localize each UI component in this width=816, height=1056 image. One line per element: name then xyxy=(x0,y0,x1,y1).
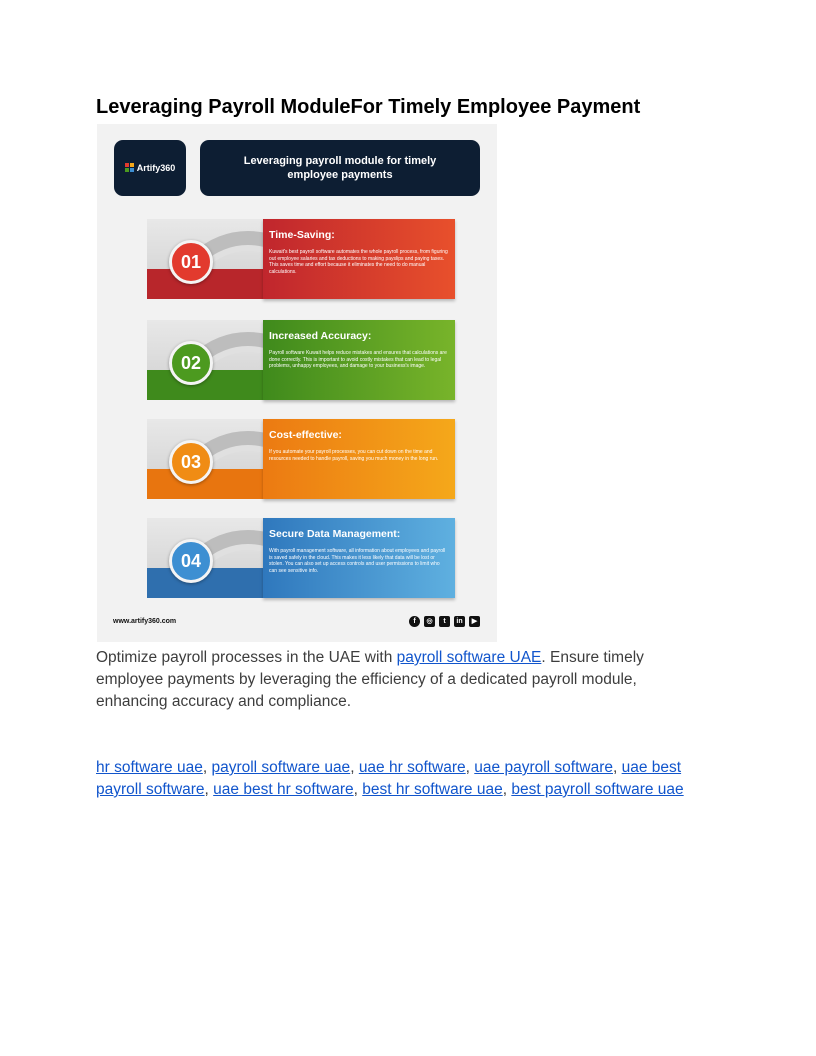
tag-link[interactable]: payroll software uae xyxy=(211,759,351,776)
tag-link[interactable]: best payroll software uae xyxy=(511,781,684,798)
card-text: With payroll management software, all information about employees and payroll is saved safely in the cloud. This makes it less likely that data will be lost or stolen. You can also set up access controls and user permissions to limit who can see sensitive info. xyxy=(269,548,446,574)
payroll-software-uae-link[interactable]: payroll software UAE xyxy=(396,649,542,666)
tag-link[interactable]: best hr software uae xyxy=(362,781,503,798)
tag-link[interactable]: uae best hr software xyxy=(213,781,354,798)
instagram-icon: ◎ xyxy=(424,616,435,627)
card-text: Payroll software Kuwait helps reduce mistakes and ensures that calculations are done correctly. This is important to avoid costly mistakes that can lead to legal problems, unhappy employees, and damage to your business's image. xyxy=(269,350,447,370)
tag-link[interactable]: hr software uae xyxy=(96,759,203,776)
youtube-icon: ▶ xyxy=(469,616,480,627)
card-number: 02 xyxy=(169,341,213,385)
card-secure-data xyxy=(147,518,455,598)
tag-link[interactable]: uae payroll software xyxy=(474,759,613,776)
card-cost-effective xyxy=(147,419,455,499)
infographic-header-text: Leveraging payroll module for timely employee payments xyxy=(243,155,437,181)
card-title: Time-Saving: xyxy=(269,229,335,241)
linkedin-icon: in xyxy=(454,616,465,627)
twitter-icon: t xyxy=(439,616,450,627)
payroll-infographic xyxy=(97,124,497,642)
card-title: Increased Accuracy: xyxy=(269,330,372,342)
website-url: www.artify360.com xyxy=(113,618,177,625)
card-text: If you automate your payroll processes, you can cut down on the time and resources needed to handle payroll, saving you much money in the long run. xyxy=(269,449,439,462)
tag-links: hr software uae, payroll software uae, uae hr software, uae payroll software, uae best payroll software, uae best hr software, best hr software uae, best payroll software uae xyxy=(96,759,684,798)
tag-link[interactable]: uae hr software xyxy=(358,759,466,776)
card-time-saving xyxy=(147,219,455,299)
social-icons xyxy=(409,616,480,627)
card-increased-accuracy xyxy=(147,320,455,400)
page-title: Leveraging Payroll ModuleFor Timely Employee Payment xyxy=(96,96,641,118)
logo xyxy=(114,140,186,196)
infographic-header xyxy=(200,140,480,196)
tag-link[interactable]: uae best payroll software xyxy=(96,759,682,798)
logo-text: Artify360 xyxy=(136,163,176,173)
card-number: 04 xyxy=(169,539,213,583)
card-number: 03 xyxy=(169,440,213,484)
card-title: Secure Data Management: xyxy=(269,528,401,540)
card-number: 01 xyxy=(169,240,213,284)
card-title: Cost-effective: xyxy=(269,429,342,441)
card-text: Kuwait's best payroll software automates the whole payroll process, from figuring out employee salaries and tax deductions to making payslips and paying taxes. This saves time and effort because it eliminates the need to do manual calculations. xyxy=(269,249,448,275)
facebook-icon: f xyxy=(409,616,420,627)
artify-logo-icon xyxy=(125,163,135,173)
intro-paragraph: Optimize payroll processes in the UAE with payroll software UAE. Ensure timely employee payments by leveraging the efficiency of a dedicated payroll module, enhancing accuracy and compliance. xyxy=(96,649,644,710)
